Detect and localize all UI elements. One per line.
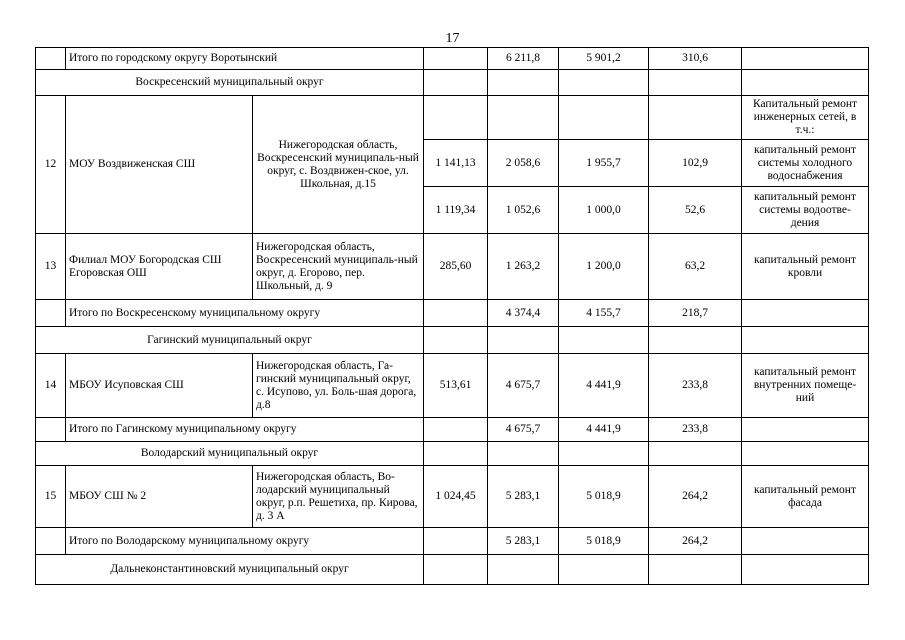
value-4: 63,2	[649, 234, 742, 300]
total-v2: 6 211,8	[488, 48, 559, 70]
value-3: 1 955,7	[559, 140, 649, 187]
table-row-okrug-header	[36, 327, 869, 354]
area-value: 1 024,45	[424, 466, 488, 528]
row-number: 13	[36, 234, 66, 300]
area-value: 285,60	[424, 234, 488, 300]
okrug-name: Воскресенский муниципальный округ	[36, 70, 424, 96]
school-address: Нижегородская область, Воскресенский муниципаль-ный округ, д. Егорово, пер. Школьный, д. 9	[253, 234, 424, 300]
table-row-14	[36, 354, 869, 418]
value-4: 233,8	[649, 354, 742, 418]
total-label: Итого по Володарскому муниципальному округу	[66, 528, 424, 555]
area-value: 513,61	[424, 354, 488, 418]
total-v2: 5 283,1	[488, 528, 559, 555]
work-description: капитальный ремонт фасада	[742, 466, 869, 528]
table-row-okrug-header	[36, 442, 869, 466]
row-number: 14	[36, 354, 66, 418]
table-row-total-gaginsky	[36, 418, 869, 442]
total-v4: 264,2	[649, 528, 742, 555]
table-row-okrug-header	[36, 555, 869, 585]
total-v4: 233,8	[649, 418, 742, 442]
value-4: 264,2	[649, 466, 742, 528]
total-v3: 4 441,9	[559, 418, 649, 442]
value-3: 1 200,0	[559, 234, 649, 300]
work-description: капитальный ремонт системы холодного водоснабжения	[742, 140, 869, 187]
work-description: капитальный ремонт внутренних помеще-ний	[742, 354, 869, 418]
total-v3: 5 018,9	[559, 528, 649, 555]
school-address: Нижегородская область, Воскресенский муниципаль-ный округ, с. Воздвижен-ское, ул. Школьная, д.15	[253, 96, 424, 234]
school-name: Филиал МОУ Богородская СШ Егоровская ОШ	[66, 234, 253, 300]
table-row-total-volodarsky	[36, 528, 869, 555]
total-v3: 4 155,7	[559, 300, 649, 327]
total-v4: 218,7	[649, 300, 742, 327]
value-4: 102,9	[649, 140, 742, 187]
school-name: МБОУ Исуповская СШ	[66, 354, 253, 418]
table-row-15	[36, 466, 869, 528]
value-3: 1 000,0	[559, 187, 649, 234]
value-2: 5 283,1	[488, 466, 559, 528]
value-2: 1 263,2	[488, 234, 559, 300]
school-name: МОУ Воздвиженская СШ	[66, 96, 253, 234]
value-2: 2 058,6	[488, 140, 559, 187]
total-v2: 4 374,4	[488, 300, 559, 327]
table-row-13	[36, 234, 869, 300]
row-number: 15	[36, 466, 66, 528]
value-4: 52,6	[649, 187, 742, 234]
work-description: капитальный ремонт кровли	[742, 234, 869, 300]
school-address: Нижегородская область, Во-лодарский муниципальный округ, р.п. Решетиха, пр. Кирова, д. 3 А	[253, 466, 424, 528]
total-label: Итого по Гагинскому муниципальному округу	[66, 418, 424, 442]
total-v2: 4 675,7	[488, 418, 559, 442]
total-v4: 310,6	[649, 48, 742, 70]
work-description: капитальный ремонт системы водоотве-дения	[742, 187, 869, 234]
value-3: 4 441,9	[559, 354, 649, 418]
school-address: Нижегородская область, Га-гинский муниципальный округ, с. Исупово, ул. Боль-шая дорога, д.8	[253, 354, 424, 418]
page-number: 17	[445, 31, 460, 46]
table-row-total-voskresensky	[36, 300, 869, 327]
school-name: МБОУ СШ № 2	[66, 466, 253, 528]
okrug-name: Гагинский муниципальный округ	[36, 327, 424, 354]
area-value: 1 141,13	[424, 140, 488, 187]
value-2: 1 052,6	[488, 187, 559, 234]
table-row-okrug-header	[36, 70, 869, 96]
row-number: 12	[36, 96, 66, 234]
value-3: 5 018,9	[559, 466, 649, 528]
okrug-name: Дальнеконстантиновский муниципальный округ	[36, 555, 424, 585]
value-2: 4 675,7	[488, 354, 559, 418]
total-label: Итого по Воскресенскому муниципальному округу	[66, 300, 424, 327]
table-row-12-header	[36, 96, 869, 140]
area-value: 1 119,34	[424, 187, 488, 234]
total-label: Итого по городскому округу Воротынский	[66, 48, 424, 70]
okrug-name: Володарский муниципальный округ	[36, 442, 424, 466]
work-description: Капитальный ремонт инженерных сетей, в т.ч.:	[742, 96, 869, 140]
table-row-total-vorotynsky	[36, 48, 869, 70]
total-v3: 5 901,2	[559, 48, 649, 70]
repair-table	[35, 47, 869, 585]
